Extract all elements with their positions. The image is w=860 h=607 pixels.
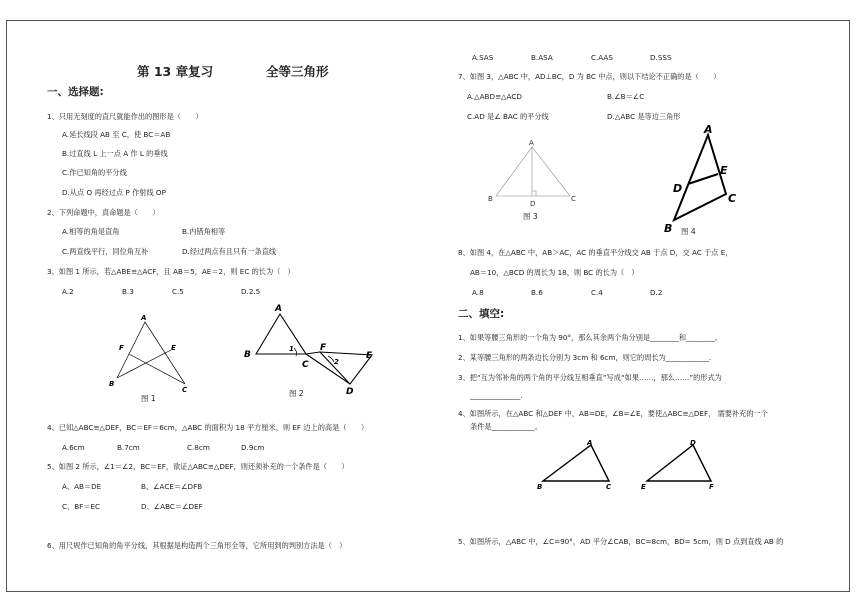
svg-text:D: D bbox=[690, 439, 696, 447]
q7-option-b: B.∠B＝∠C bbox=[607, 92, 645, 101]
q1-option-c: C.作已知角的平分线 bbox=[62, 168, 127, 177]
fill-5: 5、如图所示，△ABC 中，∠C=90°，AD 平分∠CAB，BC=8cm，BD= 5cm，则 D 点到直线 AB 的 bbox=[458, 537, 784, 546]
page-border bbox=[6, 20, 850, 592]
q3-option-c: C.5 bbox=[172, 287, 184, 296]
svg-text:D: D bbox=[530, 200, 536, 208]
question-1: 1、只用无刻度的直尺就能作出的图形是（ ） bbox=[47, 112, 203, 121]
question-6: 6、用尺规作已知角的角平分线，其根据是构造两个三角形全等，它所用到的判别方法是（ ） bbox=[47, 541, 347, 550]
svg-text:E: E bbox=[720, 164, 728, 177]
fill-4-line1: 4、如图所示，在△ABC 和△DEF 中，AB=DE，∠B=∠E，要使△ABC≌△DEF， 需要补充的一个 bbox=[458, 409, 768, 418]
fill-3-line1: 3、把“互为邻补角的两个角的平分线互相垂直”写成“如果……，那么……”的形式为 bbox=[458, 373, 722, 382]
question-7: 7、如图 3，△ABC 中，AD⊥BC，D 为 BC 中点，则以下结论不正确的是（ ） bbox=[458, 72, 721, 81]
fill-4-line2: 条件是____________。 bbox=[470, 422, 542, 431]
svg-text:F: F bbox=[709, 483, 714, 491]
figure-4 bbox=[660, 124, 740, 234]
q2-option-c: C.两直线平行，同位角互补 bbox=[62, 247, 149, 256]
fill-3-line2: ______________. bbox=[470, 391, 523, 400]
fill-1: 1、如果等腰三角形的一个角为 90°，那么其余两个角分别是________和________。 bbox=[458, 333, 722, 342]
q3-option-a: A.2 bbox=[62, 287, 74, 296]
q5-option-b: B、∠ACE＝∠DFB bbox=[141, 482, 203, 491]
svg-text:C: C bbox=[728, 192, 737, 205]
q1-option-d: D.从点 O 再经过点 P 作射线 OP bbox=[62, 188, 166, 197]
q8-option-d: D.2 bbox=[650, 288, 663, 297]
q2-option-a: A.相等的角是直角 bbox=[62, 227, 120, 236]
q8-option-b: B.6 bbox=[531, 288, 543, 297]
svg-text:B: B bbox=[244, 350, 251, 360]
q7-option-a: A.△ABD≌△ACD bbox=[467, 92, 522, 101]
q4-option-a: A.6cm bbox=[62, 443, 85, 452]
svg-text:E: E bbox=[171, 344, 176, 352]
svg-text:A: A bbox=[141, 314, 147, 322]
svg-text:A: A bbox=[704, 123, 713, 136]
q8-option-a: A.8 bbox=[472, 288, 484, 297]
figure-3 bbox=[488, 138, 588, 208]
q7-option-d: D.△ABC 是等边三角形 bbox=[607, 112, 681, 121]
svg-text:A: A bbox=[529, 139, 534, 147]
q2-option-b: B.内错角相等 bbox=[182, 227, 226, 236]
q1-option-b: B.过直线 L 上一点 A 作 L 的垂线 bbox=[62, 149, 168, 158]
svg-text:C: C bbox=[302, 360, 309, 370]
question-8-line2: AB＝10，△BCD 的周长为 18，则 BC 的长为（ ） bbox=[470, 268, 639, 277]
svg-text:A: A bbox=[587, 439, 593, 447]
svg-text:F: F bbox=[119, 344, 124, 352]
q5-option-d: D、∠ABC＝∠DEF bbox=[141, 502, 203, 511]
q6-option-d: D.SSS bbox=[650, 53, 672, 62]
q4-option-b: B.7cm bbox=[117, 443, 140, 452]
fill-2: 2、某等腰三角形的两条边长分别为 3cm 和 6cm，则它的周长为____________. bbox=[458, 353, 712, 362]
svg-text:F: F bbox=[320, 343, 327, 353]
q6-option-b: B.ASA bbox=[531, 53, 553, 62]
q6-option-a: A.SAS bbox=[472, 53, 494, 62]
svg-text:B: B bbox=[664, 222, 673, 235]
question-4: 4、已知△ABC≌△DEF，BC＝EF＝6cm，△ABC 的面积为 18 平方厘米，则 EF 边上的高是（ ） bbox=[47, 423, 369, 432]
svg-text:E: E bbox=[641, 483, 646, 491]
svg-text:A: A bbox=[275, 304, 282, 314]
q6-option-c: C.AAS bbox=[591, 53, 613, 62]
q2-option-d: D.经过两点有且只有一条直线 bbox=[182, 247, 277, 256]
chapter-title: 第 13 章复习 bbox=[137, 64, 214, 79]
svg-text:D: D bbox=[673, 182, 683, 195]
q1-option-a: A.延长线段 AB 至 C，使 BC＝AB bbox=[62, 130, 171, 139]
figure-triangles-abc-def bbox=[535, 437, 735, 497]
figure-3-caption: 图 3 bbox=[523, 212, 538, 221]
q5-option-a: A、AB＝DE bbox=[62, 482, 102, 491]
q7-option-c: C.AD 是∠ BAC 的平分线 bbox=[467, 112, 549, 121]
svg-text:B: B bbox=[537, 483, 543, 491]
section-choice-heading: 一、选择题: bbox=[47, 86, 104, 98]
question-3: 3、如图 1 所示，若△ABE≌△ACF，且 AB＝5，AE＝2，则 EC 的长为（ ） bbox=[47, 267, 295, 276]
svg-text:C: C bbox=[606, 483, 612, 491]
svg-text:C: C bbox=[182, 386, 188, 394]
section-fill-heading: 二、填空: bbox=[458, 308, 505, 320]
figure-1 bbox=[105, 308, 205, 394]
q5-option-c: C、BF＝EC bbox=[62, 502, 101, 511]
question-5: 5、如图 2 所示，∠1＝∠2，BC＝EF，欲证△ABC≌△DEF，则还须补充的一个条件是（ ） bbox=[47, 462, 349, 471]
question-2: 2、下列命题中，真命题是（ ） bbox=[47, 208, 160, 217]
q4-option-c: C.8cm bbox=[187, 443, 210, 452]
figure-2-caption: 图 2 bbox=[289, 389, 304, 398]
svg-text:C: C bbox=[571, 195, 576, 203]
q8-option-c: C.4 bbox=[591, 288, 603, 297]
figure-1-caption: 图 1 bbox=[141, 394, 156, 403]
q3-option-b: B.3 bbox=[122, 287, 134, 296]
svg-text:2: 2 bbox=[334, 358, 339, 366]
svg-text:B: B bbox=[488, 195, 493, 203]
question-8-line1: 8、如图 4，在△ABC 中，AB＞AC，AC 的垂直平分线交 AB 于点 D，交 AC 于点 E， bbox=[458, 248, 733, 257]
svg-text:B: B bbox=[109, 380, 115, 388]
svg-text:D: D bbox=[346, 387, 354, 397]
figure-4-caption: 图 4 bbox=[681, 227, 696, 236]
svg-text:E: E bbox=[366, 351, 373, 361]
svg-text:1: 1 bbox=[289, 345, 294, 353]
q4-option-d: D.9cm bbox=[241, 443, 265, 452]
q3-option-d: D.2.5 bbox=[241, 287, 261, 296]
topic-title: 全等三角形 bbox=[266, 64, 329, 79]
